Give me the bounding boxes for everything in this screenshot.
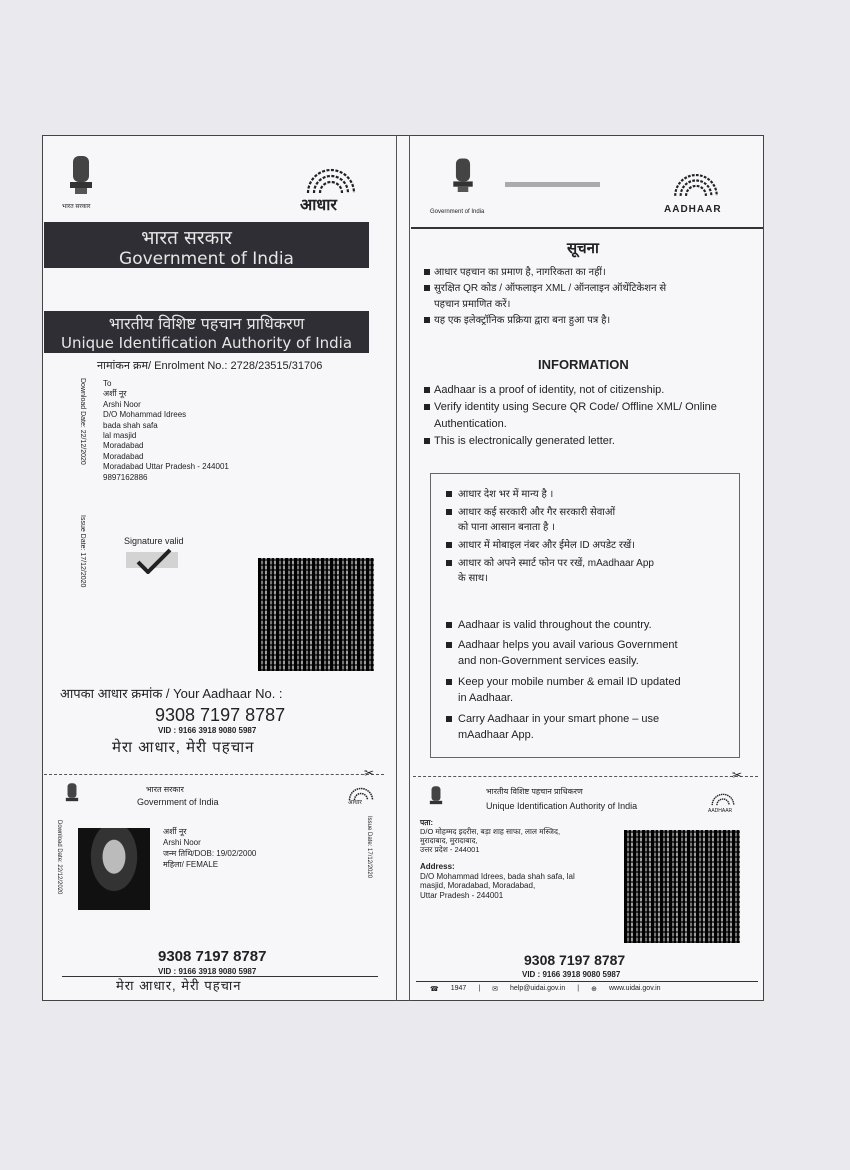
uidai-banner — [44, 311, 369, 353]
info-item-cont: Authentication. — [434, 418, 507, 430]
back-uidai-hindi: भारतीय विशिष्ट पहचान प्राधिकरण — [486, 787, 583, 796]
service-item: Carry Aadhaar in your smart phone – use — [446, 711, 681, 728]
contact-strip — [430, 985, 661, 993]
card-holder-details — [163, 826, 256, 870]
service-item-cont: mAadhaar App. — [458, 729, 534, 741]
info-item: Aadhaar is a proof of identity, not of citizenship. — [424, 382, 717, 399]
slogan: मेरा आधार, मेरी पहचान — [112, 739, 255, 756]
notice-item: आधार पहचान का प्रमाण है, नागरिकता का नहीं। — [424, 265, 666, 281]
recipient-address — [103, 379, 229, 483]
notice-list — [424, 265, 666, 329]
address-line: bada shah safa — [103, 420, 158, 430]
service-item-cont: के साथ। — [458, 573, 488, 584]
service-item: आधार देश भर में मान्य है । — [446, 487, 654, 502]
address-line: Arshi Noor — [103, 399, 141, 409]
addr-hindi-line: उत्तर प्रदेश - 244001 — [420, 845, 480, 854]
mail-icon: ✉ — [492, 986, 499, 993]
back-aadhaar-number: 9308 7197 8787 — [524, 952, 626, 968]
address-line: Moradabad Uttar Pradesh - 244001 — [103, 462, 229, 472]
service-item-cont: को पाना आसान बनाता है । — [458, 522, 555, 533]
holder-name: Arshi Noor — [163, 838, 201, 847]
scissors-icon: ✂ — [364, 766, 375, 780]
gov-banner — [44, 222, 369, 268]
back-emblem-icon — [426, 784, 446, 812]
contact-phone: 1947 — [450, 985, 467, 992]
info-list — [424, 382, 717, 450]
signature-check-icon — [124, 548, 184, 574]
service-item-cont: and non-Government services easily. — [458, 655, 639, 667]
address-line: Moradabad — [103, 451, 144, 461]
notice-title: सूचना — [567, 240, 599, 257]
back-address-hindi — [420, 818, 560, 854]
aadhaar-logo-icon — [300, 165, 362, 197]
back-vid: VID : 9166 3918 9080 5987 — [522, 970, 621, 979]
address-line: To — [103, 379, 112, 388]
addr-line: masjid, Moradabad, Moradabad, — [420, 881, 536, 890]
back-logo-text: AADHAAR — [708, 808, 733, 814]
header-faded-strip — [505, 182, 600, 187]
card-gov-english: Government of India — [137, 797, 219, 807]
card-emblem-icon — [62, 781, 82, 809]
holder-dob: जन्म तिथि/DOB: 19/02/2000 — [163, 849, 257, 858]
contact-email: help@uidai.gov.in — [510, 985, 566, 992]
sep: | — [577, 985, 580, 992]
cut-line — [44, 774, 384, 775]
aadhaar-number: 9308 7197 8787 — [155, 705, 286, 725]
holder-photo — [78, 828, 150, 910]
card-aadhaar-number: 9308 7197 8787 — [158, 948, 267, 965]
addr-line: Uttar Pradesh - 244001 — [420, 890, 504, 900]
addr-hindi-line: D/O मोहम्मद इदरीस, बड़ा शाह साफा, लाल मस्जिद, — [420, 827, 561, 836]
uidai-english: Unique Identification Authority of India — [60, 334, 353, 352]
services-hindi — [446, 487, 654, 586]
service-item: आधार को अपने स्मार्ट फोन पर रखें, mAadhaar App — [446, 556, 654, 571]
right-cut-line — [413, 776, 758, 777]
service-item: आधार कई सरकारी और गैर सरकारी सेवाओं — [446, 505, 654, 520]
info-item: Verify identity using Secure QR Code/ Offline XML/ Online — [424, 399, 717, 416]
signature-status: Signature valid — [124, 536, 184, 546]
info-item: This is electronically generated letter. — [424, 433, 717, 450]
card-issue-date: Issue Date: 17/12/2020 — [366, 816, 372, 879]
card-logo-text: आधार — [348, 800, 362, 806]
emblem-icon — [64, 152, 98, 202]
gov-english: Government of India — [119, 249, 294, 269]
info-title: INFORMATION — [538, 357, 629, 372]
back-qr-code — [624, 830, 740, 943]
uidai-hindi: भारतीय विशिष्ट पहचान प्राधिकरण — [108, 314, 305, 333]
page-divider — [396, 135, 410, 1001]
service-item-cont: in Aadhaar. — [458, 692, 514, 704]
emblem-caption: भारत सरकार — [62, 204, 91, 210]
notice-item: सुरक्षित QR कोड / ऑफलाइन XML / ऑनलाइन ऑथेंटिकेशन से — [424, 281, 666, 297]
card-vid: VID : 9166 3918 9080 5987 — [158, 967, 257, 976]
addr-label: Address: — [420, 862, 455, 871]
service-item: Keep your mobile number & email ID updated — [446, 674, 681, 691]
card-slogan: मेरा आधार, मेरी पहचान — [116, 978, 242, 993]
right-emblem-icon — [448, 154, 478, 200]
web-icon: ⊕ — [591, 986, 597, 993]
right-scissors-icon: ✂ — [732, 768, 743, 782]
notice-item-cont: पहचान प्रमाणित करें। — [434, 299, 511, 310]
holder-name-hindi: अर्शी नूर — [163, 827, 187, 836]
service-item: Aadhaar helps you avail various Government — [446, 637, 681, 654]
addr-hindi-label: पता: — [420, 818, 433, 827]
addr-hindi-line: मुरादाबाद, मुरादाबाद, — [420, 836, 478, 845]
contact-web: www.uidai.gov.in — [608, 985, 661, 992]
addr-line: D/O Mohammad Idrees, bada shah safa, lal — [420, 871, 575, 881]
card-download-date: Download Date: 22/12/2020 — [56, 820, 62, 895]
back-address — [420, 862, 575, 900]
right-emblem-caption: Government of India — [430, 209, 485, 215]
address-line: D/O Mohammad Idrees — [103, 410, 187, 420]
notice-item: यह एक इलेक्ट्रॉनिक प्रक्रिया द्वारा बना हुआ पत्र है। — [424, 313, 666, 329]
download-date-vertical: Download Date: 22/12/2020 — [79, 378, 86, 465]
aadhaar-logo-text: आधार — [300, 197, 337, 214]
service-item: आधार में मोबाइल नंबर और ईमेल ID अपडेट रखें। — [446, 538, 654, 553]
right-header-rule — [411, 227, 763, 229]
vid-number: VID : 9166 3918 9080 5987 — [158, 726, 257, 735]
right-aadhaar-logo-icon — [668, 170, 724, 200]
card-gov-hindi: भारत सरकार — [146, 785, 184, 794]
issue-date-vertical: Issue Date: 17/12/2020 — [79, 515, 86, 588]
qr-code — [258, 558, 374, 671]
aadhaar-number-label: आपका आधार क्रमांक / Your Aadhaar No. : — [60, 686, 283, 701]
service-item: Aadhaar is valid throughout the country. — [446, 617, 681, 634]
address-line: Moradabad — [103, 441, 144, 451]
gov-hindi: भारत सरकार — [141, 227, 232, 249]
sep: | — [478, 985, 481, 992]
enrolment-number: नामांकन क्रम/ Enrolment No.: 2728/23515/31706 — [97, 360, 323, 372]
back-rule — [416, 981, 758, 982]
address-line: अर्शी नूर — [103, 389, 127, 399]
address-line: 9897162886 — [103, 472, 148, 482]
services-english — [446, 617, 681, 744]
card-rule — [62, 976, 378, 977]
holder-gender: महिला/ FEMALE — [163, 860, 219, 869]
address-line: lal masjid — [103, 431, 137, 441]
back-aadhaar-logo-icon — [708, 792, 738, 807]
right-logo-text: AADHAAR — [664, 204, 722, 215]
phone-icon: ☎ — [430, 986, 439, 993]
back-uidai-english: Unique Identification Authority of India — [486, 801, 638, 811]
